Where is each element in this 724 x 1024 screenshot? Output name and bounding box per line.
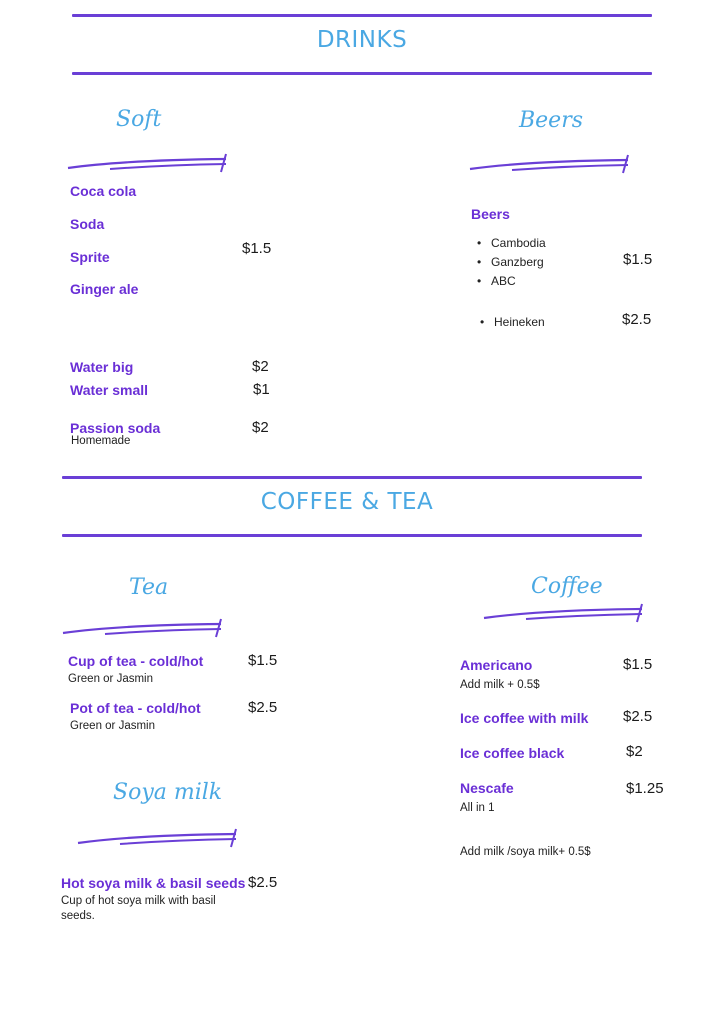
drinks-title: DRINKS (316, 27, 408, 53)
soya-milk-heading: Soya milk (113, 780, 223, 805)
soft-group-price: $1.5 (242, 240, 272, 257)
beers-group2-price: $2.5 (622, 311, 652, 328)
menu-item-water-big: Water big (70, 359, 134, 375)
drinks-top-rule (72, 14, 652, 17)
menu-item-heineken: • Heineken (494, 315, 545, 329)
price-cup-of-tea: $1.5 (248, 652, 278, 669)
beers-subheading: Beers (471, 206, 510, 222)
note-hot-soya-milk: Cup of hot soya milk with basil seeds. (61, 895, 216, 922)
menu-item-nescafe: Nescafe (460, 780, 514, 796)
soft-swash-decoration (66, 152, 230, 174)
beers-swash-decoration (468, 153, 632, 175)
price-water-small: $1 (253, 381, 270, 398)
menu-item-americano: Americano (460, 657, 533, 673)
beers-heading: Beers (519, 108, 584, 133)
menu-item-hot-soya-milk: Hot soya milk & basil seeds (61, 875, 246, 891)
price-water-big: $2 (252, 358, 269, 375)
price-ice-coffee-milk: $2.5 (623, 708, 653, 725)
tea-heading: Tea (129, 575, 169, 600)
menu-item-passion-soda: Passion soda (70, 420, 161, 436)
menu-item-ginger-ale: Ginger ale (70, 281, 139, 297)
menu-item-sprite: Sprite (70, 249, 110, 265)
coffee-swash-decoration (482, 602, 646, 624)
note-americano: Add milk + 0.5$ (460, 679, 540, 691)
price-nescafe: $1.25 (626, 780, 664, 797)
menu-item-cup-of-tea: Cup of tea - cold/hot (68, 653, 204, 669)
price-hot-soya-milk: $2.5 (248, 874, 278, 891)
menu-item-abc: • ABC (491, 274, 516, 288)
menu-item-cambodia: • Cambodia (491, 236, 546, 250)
menu-item-ice-coffee-black: Ice coffee black (460, 745, 565, 761)
soft-heading: Soft (116, 107, 162, 132)
note-cup-of-tea: Green or Jasmin (68, 673, 154, 685)
menu-item-pot-of-tea: Pot of tea - cold/hot (70, 700, 201, 716)
coffee-footer-note: Add milk /soya milk+ 0.5$ (460, 846, 591, 858)
coffee-tea-title: COFFEE & TEA (260, 489, 434, 515)
tea-swash-decoration (61, 617, 225, 639)
soya-swash-decoration (76, 827, 240, 849)
note-pot-of-tea: Green or Jasmin (70, 720, 156, 732)
coffee-heading: Coffee (531, 574, 603, 599)
price-pot-of-tea: $2.5 (248, 699, 278, 716)
note-passion-soda: Homemade (71, 435, 131, 447)
price-ice-coffee-black: $2 (626, 743, 643, 760)
menu-item-ice-coffee-milk: Ice coffee with milk (460, 710, 589, 726)
note-nescafe: All in 1 (460, 802, 495, 814)
menu-item-coca-cola: Coca cola (70, 183, 137, 199)
price-americano: $1.5 (623, 656, 653, 673)
drinks-bottom-rule (72, 72, 652, 75)
coffee-tea-top-rule (62, 476, 642, 479)
menu-item-water-small: Water small (70, 382, 149, 398)
menu-item-ganzberg: • Ganzberg (491, 255, 544, 269)
price-passion-soda: $2 (252, 419, 269, 436)
beers-group1-price: $1.5 (623, 251, 653, 268)
coffee-tea-bottom-rule (62, 534, 642, 537)
menu-item-soda: Soda (70, 216, 105, 232)
